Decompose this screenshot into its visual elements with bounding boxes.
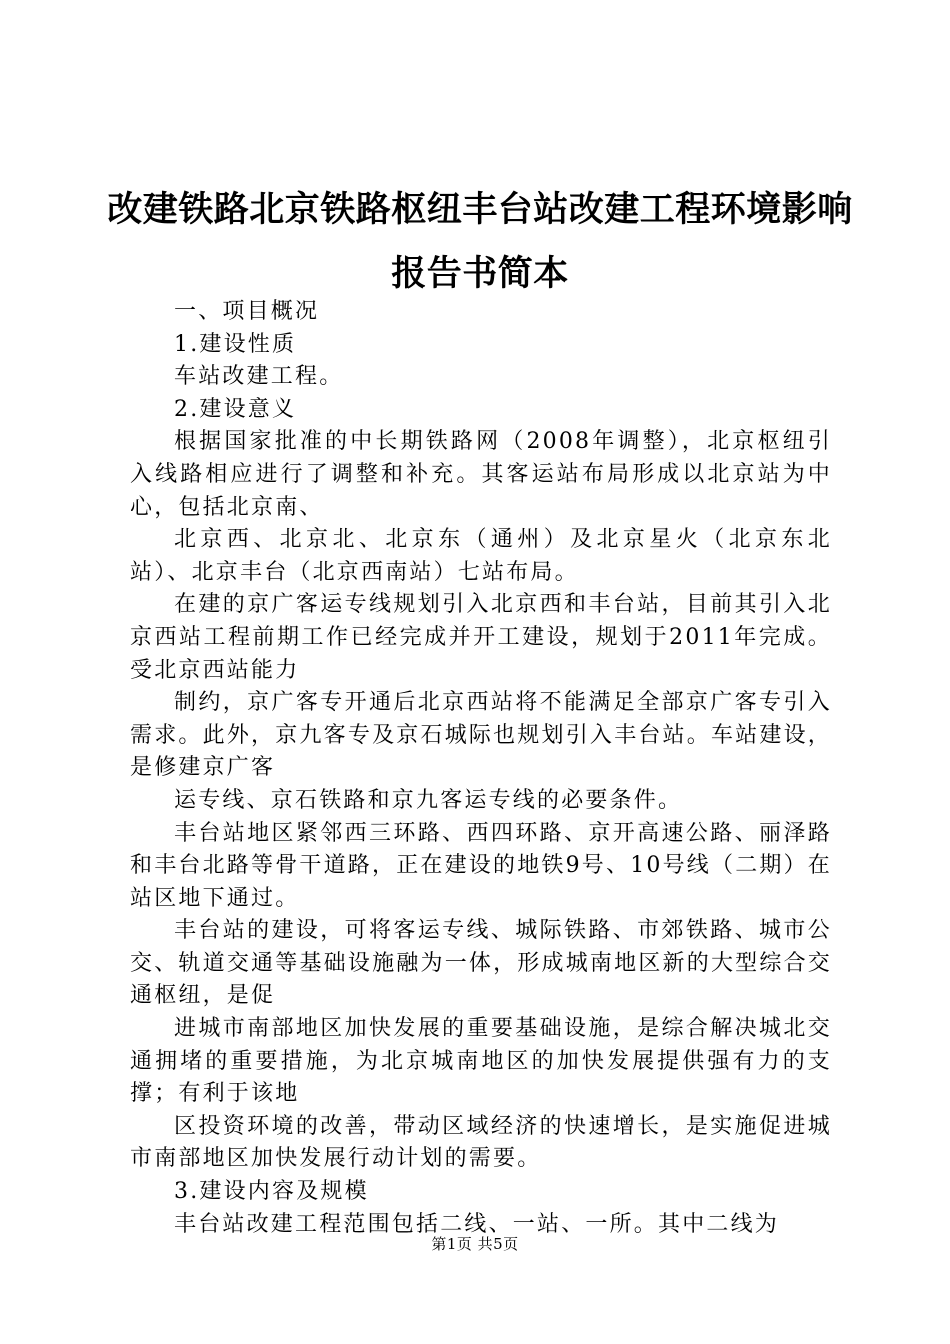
body-paragraph: 根据国家批准的中长期铁路网（2008年调整），北京枢纽引入线路相应进行了调整和补充。其客运站布局形成以北京站为中心，包括北京南、 <box>130 429 832 520</box>
body-paragraph: 运专线、京石铁路和京九客运专线的必要条件。 <box>174 787 683 813</box>
subsection-heading: 2.建设意义 <box>174 396 297 422</box>
subsection-heading: 3.建设内容及规模 <box>174 1179 369 1205</box>
body-paragraph: 丰台站地区紧邻西三环路、西四环路、京开高速公路、丽泽路和丰台北路等骨干道路，正在建设的地铁9号、10号线（二期）在站区地下通过。 <box>130 820 832 911</box>
body-paragraph: 制约，京广客专开通后北京西站将不能满足全部京广客专引入需求。此外，京九客专及京石城际也规划引入丰台站。车站建设，是修建京广客 <box>130 690 832 781</box>
body-paragraph: 丰台站改建工程范围包括二线、一站、一所。其中二线为 <box>174 1211 780 1237</box>
body-paragraph: 北京西、北京北、北京东（通州）及北京星火（北京东北站）、北京丰台（北京西南站）七站布局。 <box>130 527 832 585</box>
body-paragraph: 在建的京广客运专线规划引入北京西和丰台站，目前其引入北京西站工程前期工作已经完成并开工建设，规划于2011年完成。受北京西站能力 <box>130 592 832 683</box>
body-paragraph: 进城市南部地区加快发展的重要基础设施，是综合解决城北交通拥堵的重要措施，为北京城南地区的加快发展提供强有力的支撑；有利于该地 <box>130 1016 832 1107</box>
body-paragraph: 车站改建工程。 <box>174 364 344 390</box>
body-paragraph: 丰台站的建设，可将客运专线、城际铁路、市郊铁路、城市公交、轨道交通等基础设施融为一体，形成城南地区新的大型综合交通枢纽，是促 <box>130 918 832 1009</box>
subsection-heading: 1.建设性质 <box>174 331 297 357</box>
section-heading: 一、项目概况 <box>174 299 320 324</box>
body-paragraph: 区投资环境的改善，带动区域经济的快速增长，是实施促进城市南部地区加快发展行动计划的需要。 <box>130 1113 832 1172</box>
page-footer: 第1页 共5页 <box>431 1235 519 1253</box>
document-body <box>130 296 832 1241</box>
document-title: 改建铁路北京铁路枢纽丰台站改建工程环境影响报告书简本 <box>107 190 853 294</box>
